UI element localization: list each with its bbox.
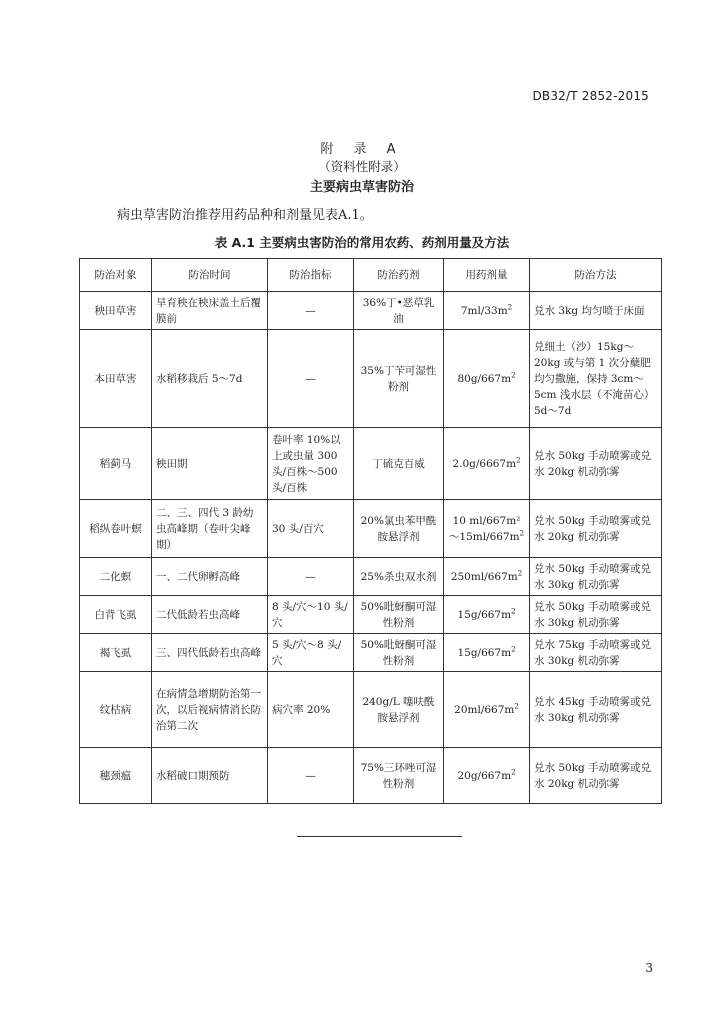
appendix-heading: 主要病虫草害防治 [309, 180, 414, 195]
header-dose: 用药剂量 [444, 259, 530, 292]
cell-method: 兑水 75kg 手动喷雾或兑水 30kg 机动弥雾 [530, 634, 662, 672]
cell-target: 白背飞虱 [80, 596, 152, 634]
appendix-title: 附 录 A [320, 142, 404, 157]
dose-text: 20g/667m [457, 769, 512, 782]
dose-superscript: 2 [517, 569, 523, 577]
cell-agent: 240g/L 噻呋酰胺悬浮剂 [354, 672, 444, 748]
page-number: 3 [645, 961, 653, 975]
cell-agent: 75%三环唑可湿性粉剂 [354, 748, 444, 804]
cell-dose [444, 596, 530, 634]
cell-agent: 36%丁•恶草乳油 [354, 292, 444, 330]
cell-target: 本田草害 [80, 330, 152, 428]
dose-text: 10 ml/667m²～15ml/667m [448, 514, 521, 543]
cell-dose [444, 558, 530, 596]
dose-text: 250ml/667m [450, 570, 518, 583]
cell-agent: 25%杀虫双水剂 [354, 558, 444, 596]
cell-time: 秧田期 [152, 428, 268, 500]
cell-indicator: — [268, 330, 354, 428]
table-header-row [80, 259, 662, 292]
cell-agent: 50%吡蚜酮可湿性粉剂 [354, 596, 444, 634]
dose-superscript: 2 [507, 303, 513, 311]
cell-agent: 50%吡蚜酮可湿性粉剂 [354, 634, 444, 672]
cell-indicator: — [268, 558, 354, 596]
cell-method: 兑水 50kg 手动喷雾或兑水 20kg 机动弥雾 [530, 428, 662, 500]
table-row [80, 634, 662, 672]
header-agent: 防治药剂 [354, 259, 444, 292]
cell-method: 兑水 50kg 手动喷雾或兑水 20kg 机动弥雾 [530, 500, 662, 558]
cell-dose [444, 672, 530, 748]
header-indicator: 防治指标 [268, 259, 354, 292]
cell-method: 兑水 50kg 手动喷雾或兑水 20kg 机动弥雾 [530, 748, 662, 804]
cell-time: 在病情急增期防治第一次，以后视病情消长防治第二次 [152, 672, 268, 748]
cell-dose [444, 634, 530, 672]
cell-dose [444, 428, 530, 500]
table-row [80, 292, 662, 330]
cell-time: 水稻破口期预防 [152, 748, 268, 804]
cell-dose [444, 330, 530, 428]
cell-target: 纹枯病 [80, 672, 152, 748]
end-separator-line [297, 836, 462, 837]
cell-dose [444, 292, 530, 330]
dose-text: 15g/667m [457, 608, 512, 621]
cell-agent: 丁硫克百威 [354, 428, 444, 500]
table-row [80, 748, 662, 804]
cell-method: 兑水 50kg 手动喷雾或兑水 30kg 机动弥雾 [530, 596, 662, 634]
cell-time: 水稻移栽后 5～7d [152, 330, 268, 428]
table-row [80, 558, 662, 596]
cell-target: 稻纵卷叶螟 [80, 500, 152, 558]
cell-indicator: 病穴率 20% [268, 672, 354, 748]
dose-superscript: 2 [511, 371, 516, 379]
cell-dose [444, 748, 530, 804]
cell-target: 二化螟 [80, 558, 152, 596]
cell-target: 穗颈瘟 [80, 748, 152, 804]
dose-text: 2.0g/6667m [452, 457, 517, 470]
dose-text: 7ml/33m [460, 304, 508, 317]
cell-indicator: 8 头/穴～10 头/穴 [268, 596, 354, 634]
header-method: 防治方法 [530, 259, 662, 292]
cell-agent: 20%氯虫苯甲酰胺悬浮剂 [354, 500, 444, 558]
header-time: 防治时间 [152, 259, 268, 292]
cell-time: 二、三、四代 3 龄幼虫高峰期（卷叶尖峰期） [152, 500, 268, 558]
dose-superscript: 2 [511, 645, 516, 653]
table-caption: 表 A.1 主要病虫害防治的常用农药、药剂用量及方法 [214, 235, 510, 250]
table-row [80, 596, 662, 634]
header-target: 防治对象 [80, 259, 152, 292]
dose-superscript: 2 [511, 607, 516, 615]
cell-indicator: 卷叶率 10%以上或虫量 300 头/百株～500 头/百株 [268, 428, 354, 500]
cell-target: 褐飞虱 [80, 634, 152, 672]
document-code: DB32/T 2852-2015 [532, 89, 649, 103]
cell-indicator: 5 头/穴～8 头/穴 [268, 634, 354, 672]
appendix-subtitle: （资料性附录） [318, 159, 406, 174]
cell-method: 兑水 50kg 手动喷雾或兑水 30kg 机动弥雾 [530, 558, 662, 596]
cell-target: 稻蓟马 [80, 428, 152, 500]
cell-time: 一、二代卵孵高峰 [152, 558, 268, 596]
table-row [80, 428, 662, 500]
cell-indicator: — [268, 748, 354, 804]
cell-method: 兑细土（沙）15kg～20kg 或与第 1 次分蘖肥均匀撒施，保持 3cm～5cm 浅水层（不淹苗心）5d～7d [530, 330, 662, 428]
cell-indicator: — [268, 292, 354, 330]
cell-time: 三、四代低龄若虫高峰 [152, 634, 268, 672]
dose-superscript: 2 [516, 456, 521, 464]
cell-time: 二代低龄若虫高峰 [152, 596, 268, 634]
pest-control-table [79, 258, 662, 804]
table-row [80, 500, 662, 558]
cell-indicator: 30 头/百穴 [268, 500, 354, 558]
dose-text: 20ml/667m [454, 703, 515, 716]
cell-method: 兑水 3kg 均匀喷于床面 [530, 292, 662, 330]
intro-paragraph: 病虫草害防治推荐用药品种和剂量见表A.1。 [117, 208, 373, 223]
cell-dose [444, 500, 530, 558]
cell-method: 兑水 45kg 手动喷雾或兑水 30kg 机动弥雾 [530, 672, 662, 748]
dose-superscript: 2 [514, 702, 519, 710]
table-row [80, 672, 662, 748]
cell-time: 旱育秧在秧床盖土后覆膜前 [152, 292, 268, 330]
cell-target: 秧田草害 [80, 292, 152, 330]
dose-superscript: 2 [511, 768, 516, 776]
dose-superscript: 2 [519, 529, 525, 537]
cell-agent: 35%丁苄可湿性粉剂 [354, 330, 444, 428]
table-row [80, 330, 662, 428]
dose-text: 80g/667m [457, 372, 512, 385]
dose-text: 15g/667m [457, 646, 512, 659]
